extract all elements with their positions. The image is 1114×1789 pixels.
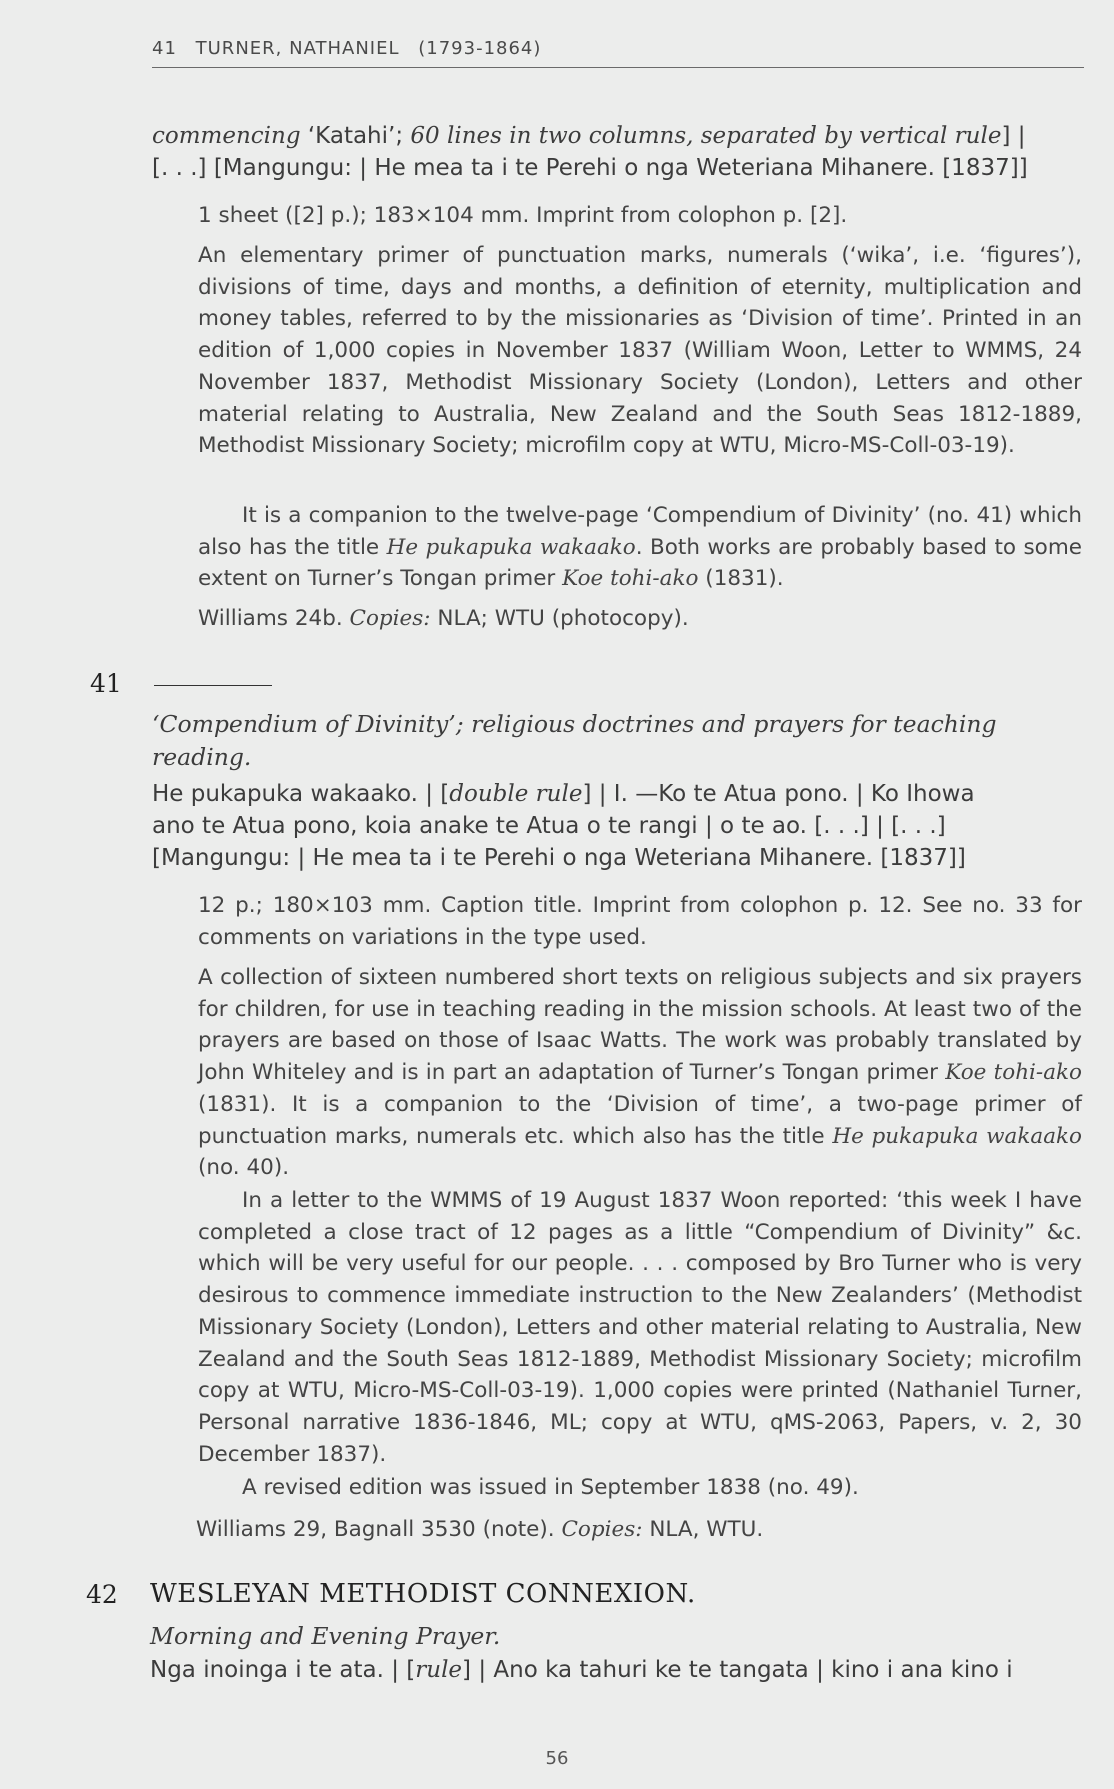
plain-text: Nga inoinga i te ata. | [ bbox=[150, 1657, 416, 1683]
entry-42-author: WESLEYAN METHODIST CONNEXION. bbox=[150, 1579, 696, 1609]
entry-40-physical: 1 sheet ([2] p.); 183×104 mm. Imprint from colophon p. [2]. bbox=[198, 203, 848, 228]
entry-40-references bbox=[198, 603, 689, 635]
entry-41-physical: 12 p.; 180×103 mm. Caption title. Imprint from colophon p. 12. See no. 33 for comments on variations in the type used. bbox=[198, 893, 1082, 950]
plain-text: A collection of sixteen numbered short texts on religious subjects and six prayers for children, for use in teaching reading in the mission schools. At least two of the prayers are based on those of Isaac Watts. The work was probably translated by John Whiteley and is in part an adaptation of Turner’s Tongan primer bbox=[198, 965, 1082, 1086]
plain-text: ] | bbox=[1001, 123, 1026, 149]
plain-text: . Both works are probably based to some extent on Turner’s Tongan primer bbox=[198, 534, 1082, 592]
italic-text: double rule bbox=[449, 781, 583, 807]
entry-41-references bbox=[196, 1514, 763, 1546]
running-head bbox=[152, 38, 1084, 68]
italic-text: 60 lines in two columns, separated by vertical rule bbox=[410, 123, 1002, 149]
plain-text: (1831). bbox=[698, 566, 784, 592]
description-line-2: [. . .] [Mangungu: | He mea ta i te Perehi o nga Weteriana Mihanere. [1837]] bbox=[152, 155, 1028, 181]
running-head-page: 41 bbox=[152, 38, 177, 59]
italic-text: Koe tohi-ako bbox=[945, 1060, 1082, 1086]
title-page-line-1 bbox=[152, 778, 1082, 810]
italic-text: He pukapuka wakaako bbox=[832, 1123, 1082, 1149]
plain-text: It is a companion to the twelve-page ‘Compendium of Divinity’ (no. 41) which also has the title bbox=[198, 503, 1082, 560]
entry-41-note-2: In a letter to the WMMS of 19 August 1837 Woon reported: ‘this week I have completed a close tract of 12 pages as a little “Compendium of Divinity” &c. which will be very useful for our people. . . . composed by Bro Turner who is very desirous to commence immediate instruction to the New Zealanders’ (Methodist Missionary Society (London), Letters and other material relating to Australia, New Zealand and the South Seas 1812-1889, Methodist Missionary Society; microfilm copy at WTU, Micro-MS-Coll-03-19). 1,000 copies were printed (Nathaniel Turner, Personal narrative 1836-1846, ML; copy at WTU, qMS-2063, Papers, v. 2, 30 December 1837). bbox=[198, 1188, 1082, 1467]
running-head-title: TURNER, NATHANIEL bbox=[195, 38, 400, 59]
plain-text: He pukapuka wakaako. | [ bbox=[152, 781, 450, 807]
plain-text: ] | Ano ka tahuri ke te tangata | kino i ana kino i bbox=[462, 1657, 1013, 1683]
copies-label: Copies: bbox=[349, 606, 431, 631]
entry-41-note-3: A revised edition was issued in September 1838 (no. 49). bbox=[242, 1475, 859, 1500]
entry-number-42: 42 bbox=[86, 1580, 118, 1609]
entry-40-note-1: An elementary primer of punctuation marks, numerals (‘wika’, i.e. ‘figures’), divisions of time, days and months, a definition of eternity, multiplication and money tables, referred to by the missionaries as ‘Division of time’. Printed in an edition of 1,000 copies in November 1837 (William Woon, Letter to WMMS, 24 November 1837, Methodist Missionary Society (London), Letters and other material relating to Australia, New Zealand and the South Seas 1812-1889, Methodist Missionary Society; microfilm copy at WTU, Micro-MS-Coll-03-19). bbox=[198, 243, 1082, 459]
title-page-line-2: ano te Atua pono, koia anake te Atua o te rangi | o te ao. [. . .] | [. . .] bbox=[152, 813, 946, 839]
title-line-1: ‘Compendium of Divinity’; religious doctrines and prayers for teaching bbox=[152, 710, 997, 738]
entry-40-description bbox=[152, 120, 1082, 184]
repeated-author-rule bbox=[154, 685, 272, 686]
plain-text: Williams 24b. bbox=[198, 606, 350, 631]
entry-41-title bbox=[152, 708, 1082, 774]
entry-41-title-page bbox=[152, 778, 1082, 874]
entry-41-note-1 bbox=[198, 962, 1082, 1184]
description-line-1 bbox=[152, 120, 1082, 152]
entry-42-title: Morning and Evening Prayer. bbox=[150, 1622, 501, 1650]
italic-text: commencing bbox=[152, 123, 301, 149]
plain-text: Williams 29, Bagnall 3530 (note). bbox=[196, 1517, 562, 1542]
entry-40-note-2 bbox=[198, 500, 1082, 595]
title-page-line-3: [Mangungu: | He mea ta i te Perehi o nga Weteriana Mihanere. [1837]] bbox=[152, 845, 966, 871]
copies-label: Copies: bbox=[561, 1517, 643, 1542]
page-number: 56 bbox=[545, 1748, 569, 1769]
plain-text: (1831). It is a companion to the ‘Division of time’, a two-page primer of punctuation marks, numerals etc. which also has the title bbox=[198, 1091, 1082, 1149]
italic-text: Koe tohi-ako bbox=[562, 566, 699, 592]
plain-text: NLA; WTU (photocopy). bbox=[430, 606, 689, 631]
plain-text: (no. 40). bbox=[198, 1155, 290, 1181]
entry-42-title-page bbox=[150, 1654, 1013, 1686]
entry-number-41: 41 bbox=[90, 669, 122, 698]
plain-text: NLA, WTU. bbox=[642, 1517, 764, 1542]
italic-text: rule bbox=[415, 1657, 463, 1683]
plain-text: ‘Katahi’; bbox=[300, 123, 411, 149]
title-line-2: reading. bbox=[152, 743, 252, 771]
running-head-dates: (1793-1864) bbox=[418, 38, 542, 59]
italic-text: He pukapuka wakaako bbox=[386, 534, 636, 560]
plain-text: ] | I. —Ko te Atua pono. | Ko Ihowa bbox=[582, 781, 975, 807]
